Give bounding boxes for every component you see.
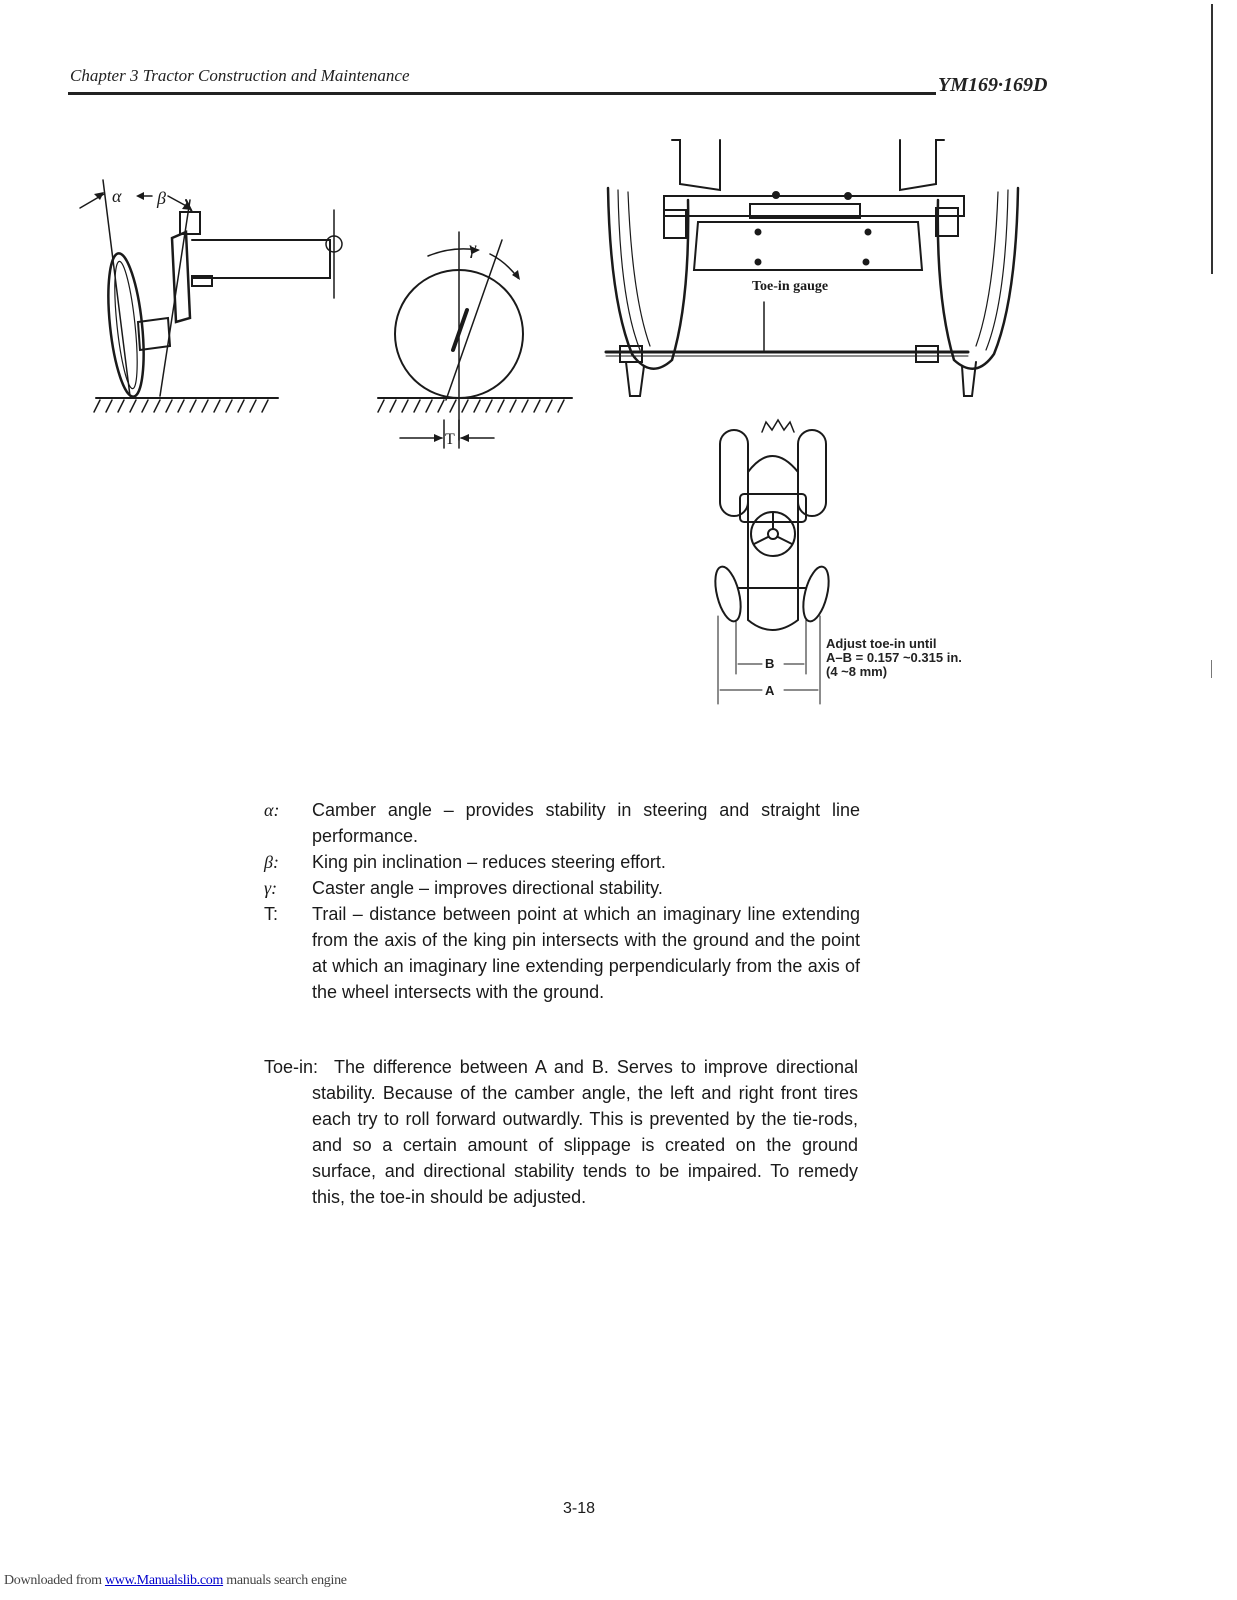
- definition-item: [264, 901, 864, 1005]
- toe-in-gauge-drawing: [606, 140, 1018, 396]
- footer-prefix: Downloaded from: [4, 1573, 105, 1588]
- beta-label: β: [157, 188, 166, 208]
- definition-text: Camber angle – provides stability in steering and straight line performance.: [312, 800, 860, 846]
- note-line: (4 ~8 mm): [826, 664, 888, 679]
- definition-symbol: α:: [264, 800, 280, 820]
- definition-text: Trail – distance between point at which an imaginary line extending from the axis of the king pin intersects with the ground and the point at which an imaginary line extending perpendicularly from the axis of the wheel intersects with the ground.: [312, 904, 860, 1002]
- definition-symbol: T:: [264, 904, 279, 924]
- gamma-label: γ: [469, 238, 477, 258]
- toe-in-adjustment-note: [826, 637, 962, 679]
- toe-in-paragraph: [264, 1054, 858, 1210]
- definition-text: Caster angle – improves directional stability.: [312, 878, 663, 898]
- trail-label: T: [445, 431, 455, 448]
- definition-item: [264, 875, 864, 901]
- note-line: Adjust toe-in until: [826, 636, 937, 651]
- definition-text: King pin inclination – reduces steering effort.: [312, 852, 666, 872]
- toe-in-gauge-label: Toe-in gauge: [752, 279, 829, 294]
- page-number: 3-18: [563, 1500, 596, 1517]
- definitions-list: [264, 797, 864, 1005]
- dimension-a-label: A: [765, 683, 775, 698]
- definition-symbol: γ:: [264, 878, 278, 898]
- note-line: A–B = 0.157 ~0.315 in.: [826, 650, 962, 665]
- toe-in-section: [264, 1054, 858, 1210]
- alpha-label: α: [112, 186, 122, 206]
- definition-item: [264, 797, 864, 849]
- definition-item: [264, 849, 864, 875]
- wheel-alignment-figure: [0, 0, 1237, 760]
- footer: [4, 1573, 347, 1589]
- camber-diagram: [80, 180, 342, 412]
- chapter-title: Chapter 3 Tractor Construction and Maintenance: [70, 66, 410, 85]
- dimension-b-label: B: [765, 656, 775, 671]
- toe-in-term: Toe-in:: [264, 1057, 319, 1077]
- manualslib-link[interactable]: www.Manualslib.com: [104, 1573, 224, 1588]
- caster-diagram: [378, 232, 572, 448]
- footer-suffix: manuals search engine: [223, 1573, 347, 1588]
- toe-in-text: The difference between A and B. Serves to improve directional stability. Because of the camber angle, the left and right front tires each try to roll forward outwardly. This is prevented by the tie-rods, and so a certain amount of slippage is created on the ground surface, and directional stability tends to be impaired. To remedy this, the toe-in should be adjusted.: [312, 1057, 858, 1207]
- model-number: YM169·169D: [938, 74, 1048, 96]
- definition-symbol: β:: [264, 852, 279, 872]
